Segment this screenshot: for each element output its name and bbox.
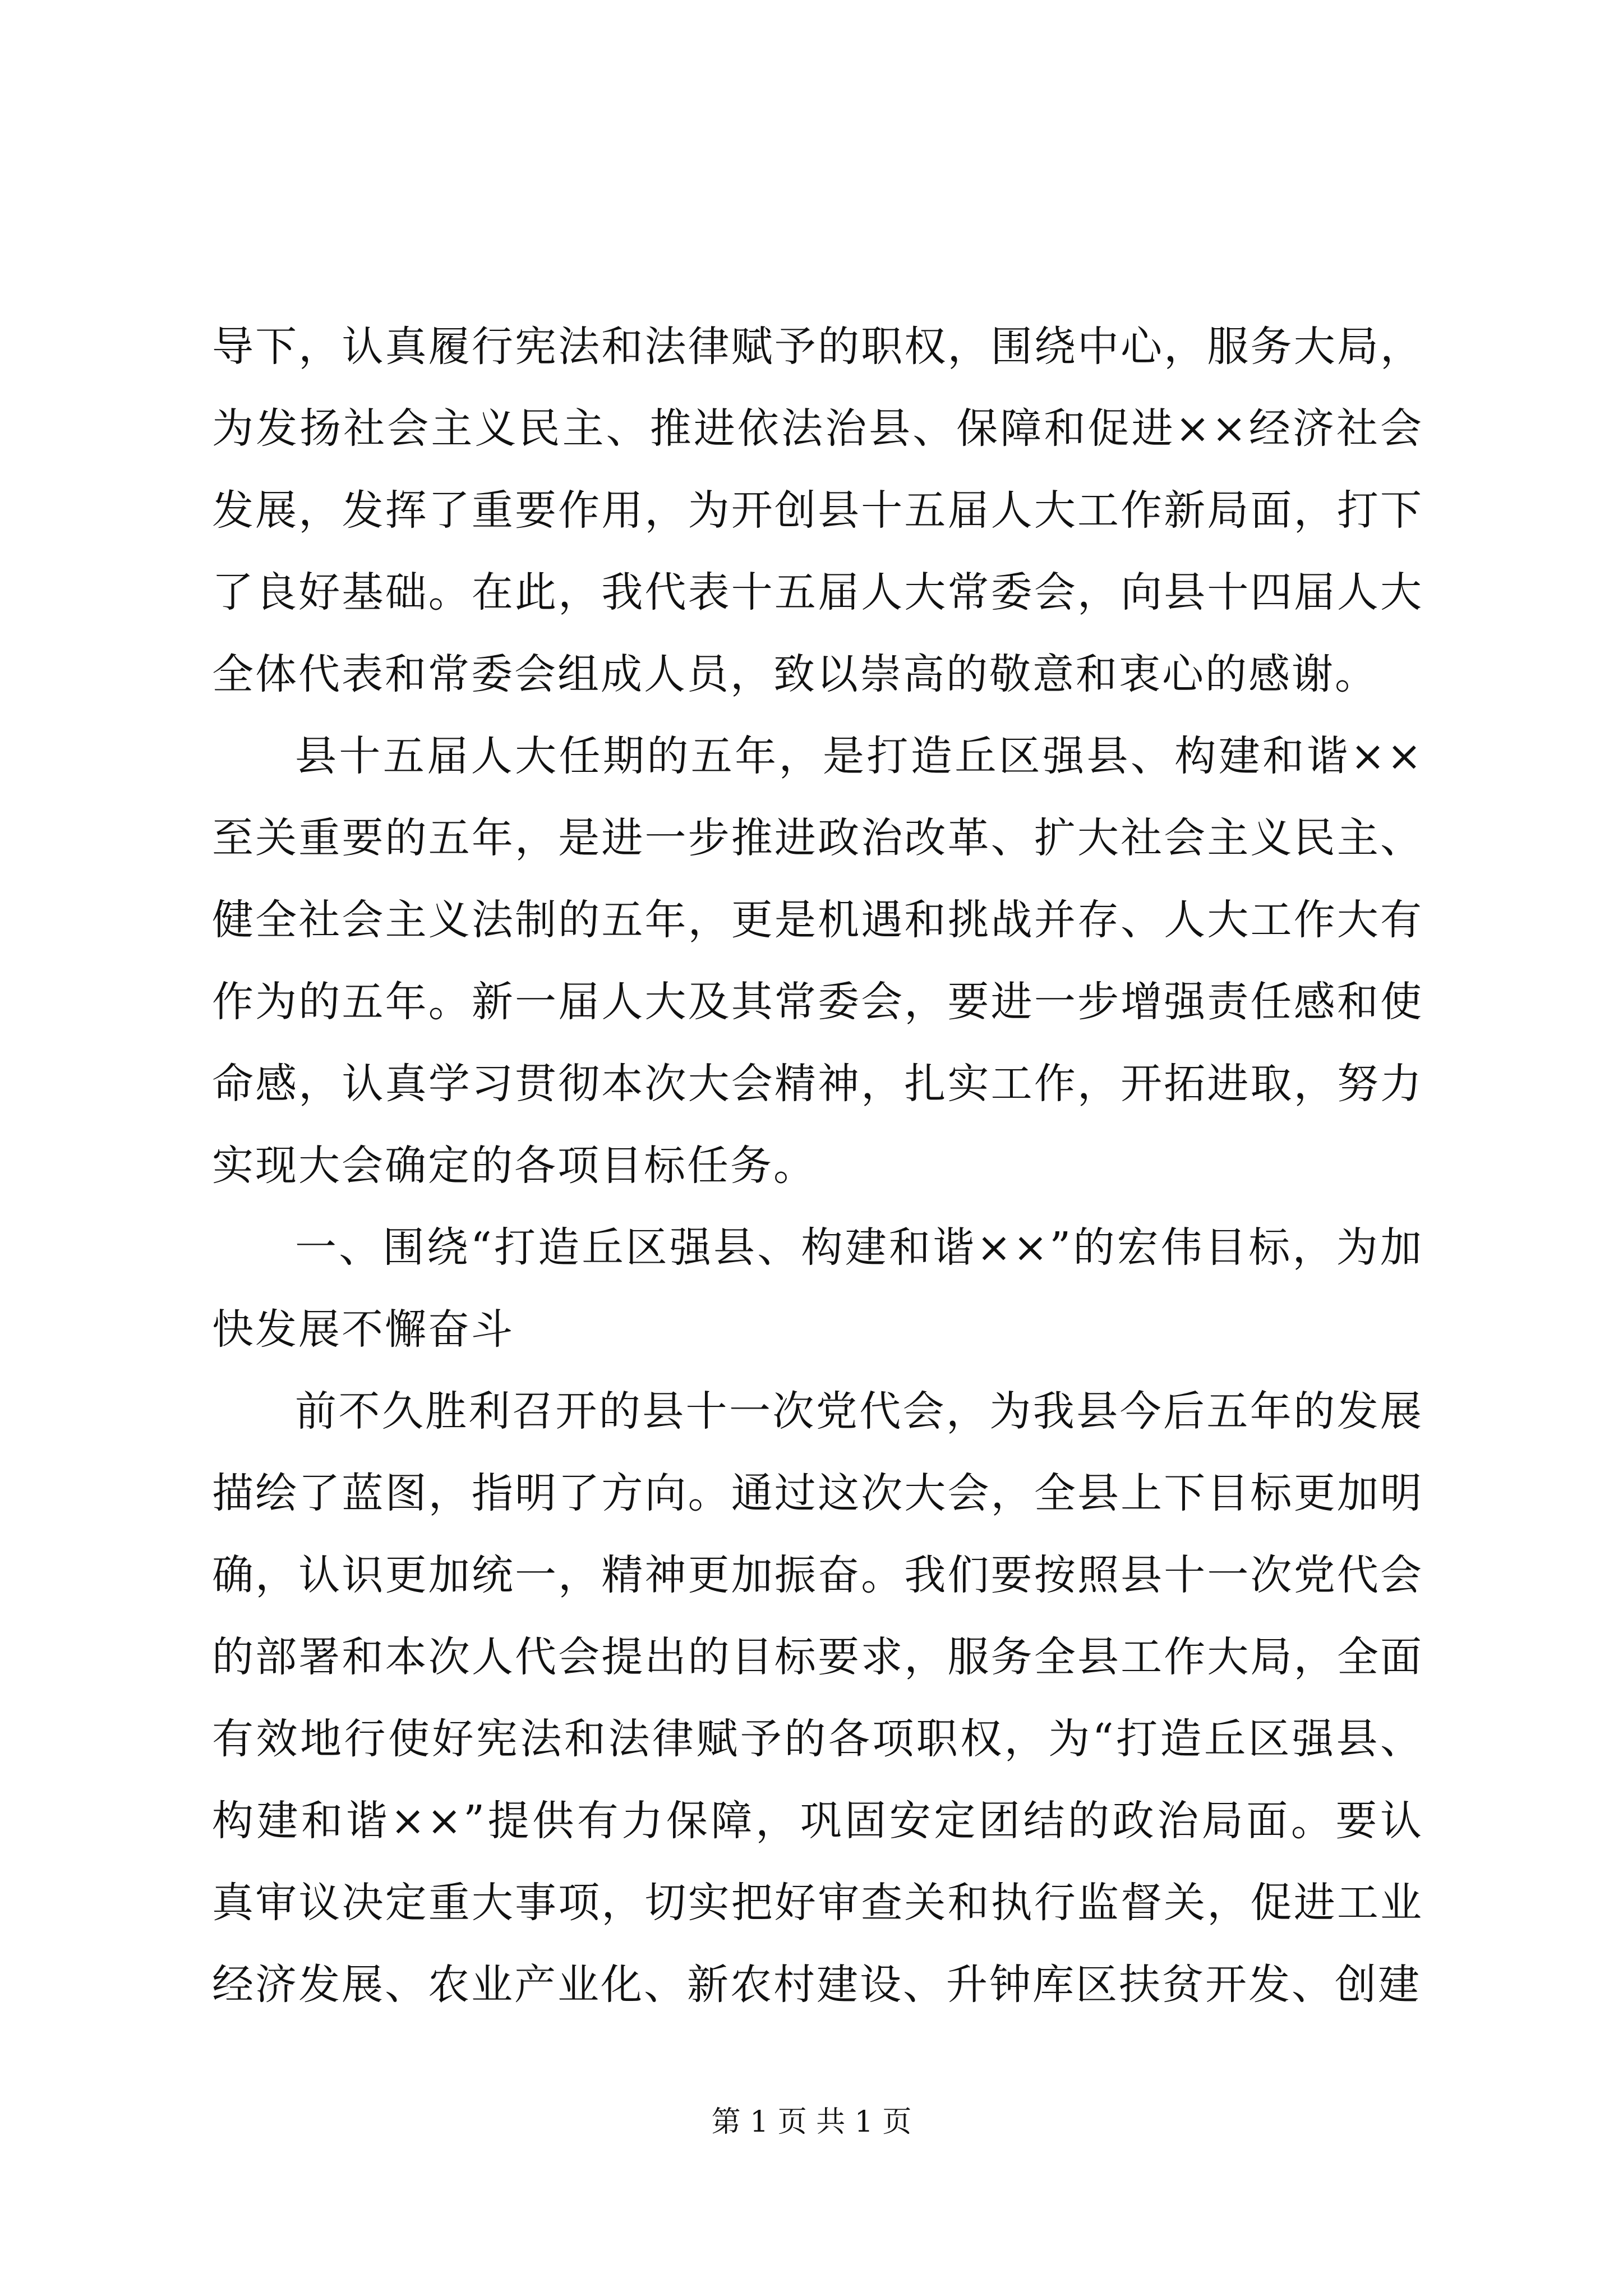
- section-heading-one: 一、围绕“打造丘区强县、构建和谐××”的宏伟目标，为加快发展不懈奋斗: [212, 1223, 1423, 1354]
- page-footer: 第 1 页 共 1 页: [711, 2105, 912, 2139]
- document-body: [212, 306, 1423, 2026]
- paragraph-party-congress: 前不久胜利召开的县十一次党代会，为我县今后五年的发展描绘了蓝图，指明了方向。通过这次大会，全县上下目标更加明确，认识更加统一，精神更加振奋。我们要按照县十一次党代会的部署和本次人代会提出的目标要求，服务全县工作大局，全面有效地行使好宪法和法律赋予的各项职权，为“打造丘区强县、构建和谐××”提供有力保障，巩固安定团结的政治局面。要认真审议决定重大事项，切实把好审查关和执行监督关，促进工业经济发展、农业产业化、新农村建设、升钟库区扶贫开发、创建: [212, 1387, 1423, 2009]
- paragraph-term-overview: 县十五届人大任期的五年，是打造丘区强县、构建和谐××至关重要的五年，是进一步推进政治改革、扩大社会主义民主、健全社会主义法制的五年，更是机遇和挑战并存、人大工作大有作为的五年。新一届人大及其常委会，要进一步增强责任感和使命感，认真学习贯彻本次大会精神，扎实工作，开拓进取，努力实现大会确定的各项目标任务。: [212, 732, 1423, 1190]
- paragraph-continuation: 导下，认真履行宪法和法律赋予的职权，围绕中心，服务大局，为发扬社会主义民主、推进依法治县、保障和促进××经济社会发展，发挥了重要作用，为开创县十五届人大工作新局面，打下了良好基础。在此，我代表十五届人大常委会，向县十四届人大全体代表和常委会组成人员，致以崇高的敬意和衷心的感谢。: [212, 323, 1423, 698]
